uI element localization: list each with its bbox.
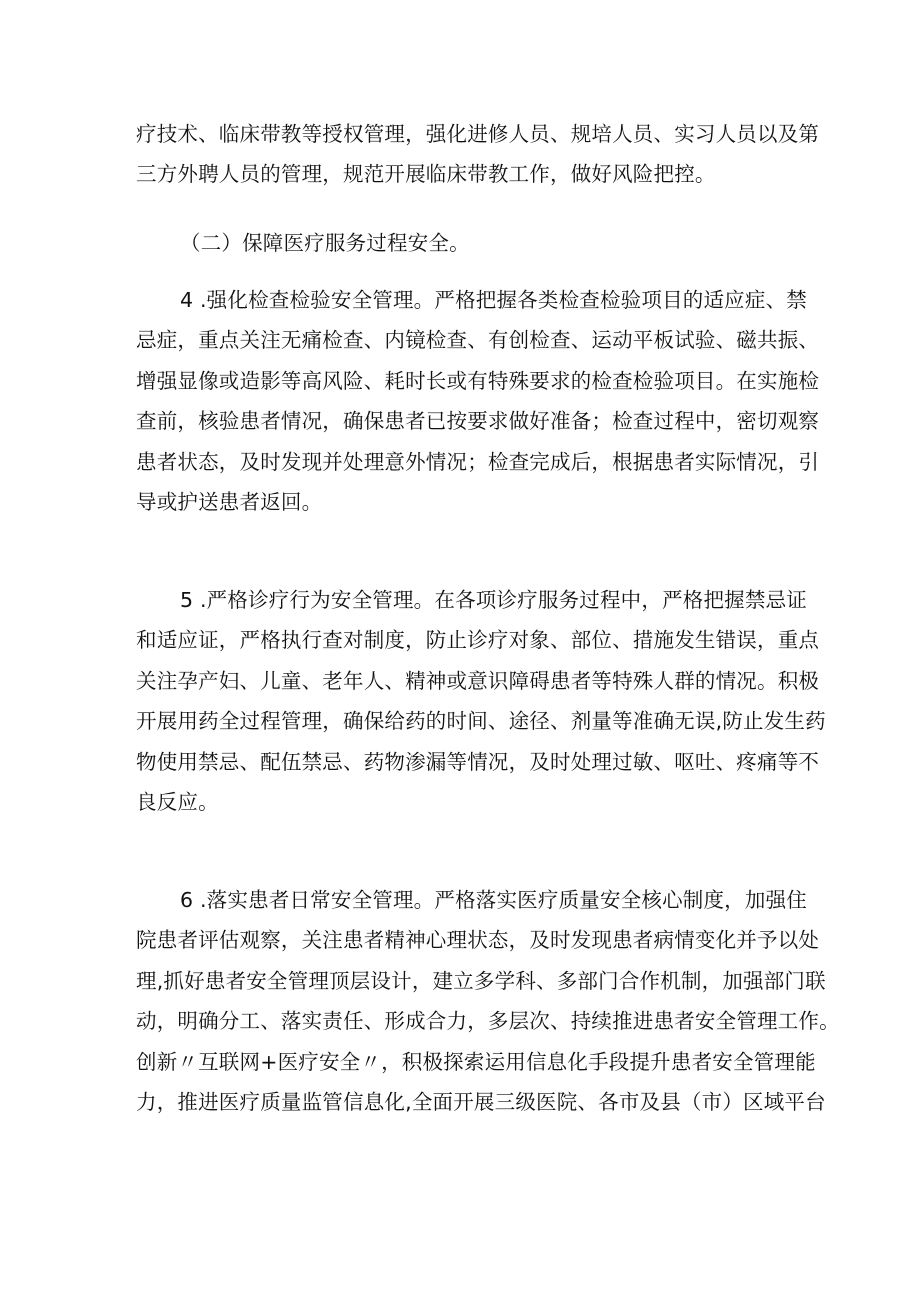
text-line: 患者状态，及时发现并处理意外情况；检查完成后，根据患者实际情况，引 (136, 449, 820, 474)
paragraph-6 (136, 880, 840, 1122)
text-line: 忌症，重点关注无痛检查、内镜检查、有创检查、运动平板试验、磁共振、 (136, 328, 820, 353)
section-heading (136, 223, 796, 263)
text-line: 三方外聘人员的管理，规范开展临床带教工作，做好风险把控。 (136, 162, 716, 187)
paragraph-intro (136, 114, 820, 195)
text-line: 物使用禁忌、配伍禁忌、药物渗漏等情况，及时处理过敏、呕吐、疼痛等不 (136, 749, 820, 774)
text-line: 力，推进医疗质量监管信息化,全面开展三级医院、各市及县（市）区域平台 (136, 1089, 826, 1114)
text-line: 5 .严格诊疗行为安全管理。在各项诊疗服务过程中，严格把握禁忌证 (180, 588, 807, 612)
text-line: 和适应证，严格执行查对制度，防止诊疗对象、部位、措施发生错误，重点 (136, 628, 820, 653)
text-line: 良反应。 (136, 789, 219, 814)
text-line: 理,抓好患者安全管理顶层设计，建立多学科、多部门合作机制，加强部门联 (136, 968, 826, 993)
paragraph-5 (136, 580, 826, 822)
text-line: 4 .强化检查检验安全管理。严格把握各类检查检验项目的适应症、禁 (180, 288, 807, 312)
text-line: 动，明确分工、落实责任、形成合力，多层次、持续推进患者安全管理工作。 (136, 1009, 840, 1034)
text-line: 院患者评估观察，关注患者精神心理状态，及时发现患者病情变化并予以处 (136, 928, 820, 953)
paragraph-4 (136, 280, 820, 522)
text-line: 关注孕产妇、儿童、老年人、精神或意识障碍患者等特殊人群的情况。积极 (136, 668, 820, 693)
text-line: 6 .落实患者日常安全管理。严格落实医疗质量安全核心制度，加强住 (180, 888, 807, 912)
text-line: 疗技术、临床带教等授权管理，强化进修人员、规培人员、实习人员以及第 (136, 122, 820, 146)
section-heading-text: （二）保障医疗服务过程安全。 (180, 231, 470, 255)
text-line: 创新〃互联网+医疗安全〃，积极探索运用信息化手段提升患者安全管理能 (136, 1049, 816, 1074)
text-line: 导或护送患者返回。 (136, 489, 323, 514)
text-line: 查前，核验患者情况，确保患者已按要求做好准备；检查过程中，密切观察 (136, 409, 820, 434)
text-line: 增强显像或造影等高风险、耗时长或有特殊要求的检查检验项目。在实施检 (136, 368, 820, 393)
text-line: 开展用药全过程管理，确保给药的时间、途径、剂量等准确无误,防止发生药 (136, 709, 826, 734)
